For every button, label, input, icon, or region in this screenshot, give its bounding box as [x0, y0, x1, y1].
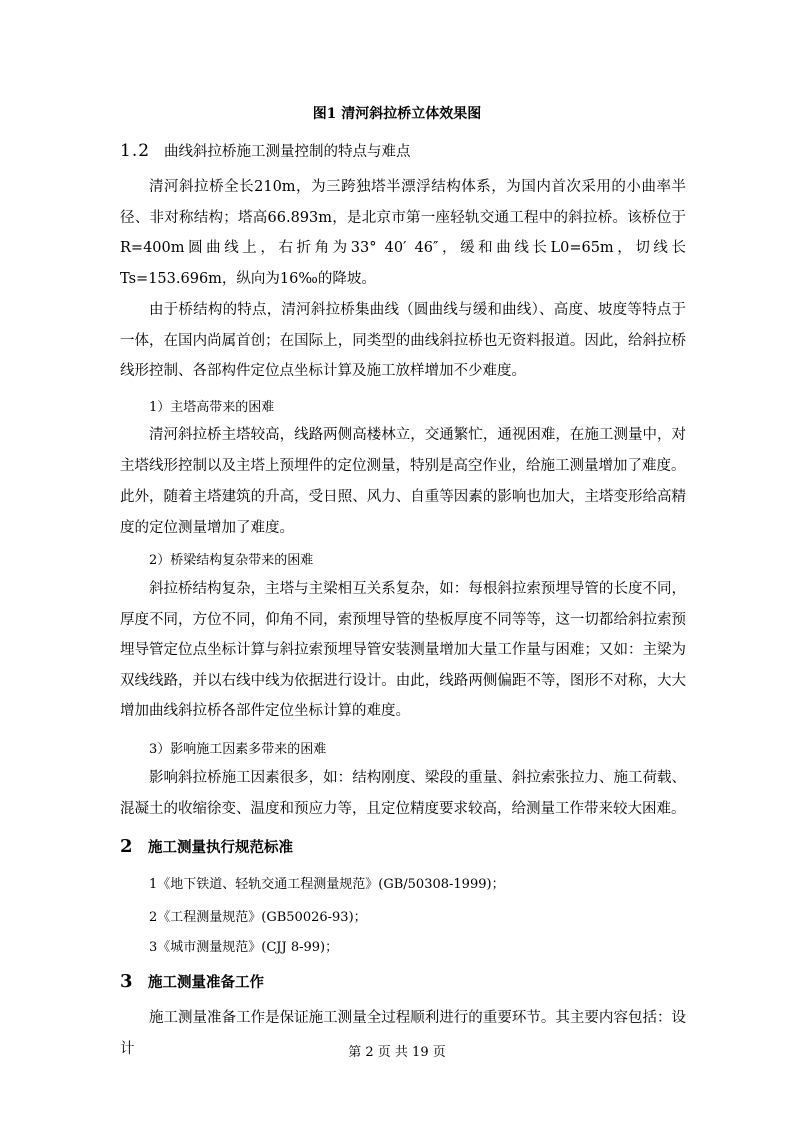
- paragraph-bridge-overview: 清河斜拉桥全长210m，为三跨独塔半漂浮结构体系，为国内首次采用的小曲率半径、非对称结构；塔高66.893m，是北京市第一座轻轨交通工程中的斜拉桥。该桥位于R=400m圆曲线上，右折角为33° 40′ 46″，缓和曲线长L0=65m，切线长Ts=153.696m，纵向为16‰的降坡。: [120, 179, 686, 287]
- section-title: 曲线斜拉桥施工测量控制的特点与难点: [164, 144, 411, 160]
- subheading-structure-complexity: 2）桥梁结构复杂带来的困难: [149, 553, 314, 568]
- section-title: 施工测量执行规范标准: [148, 839, 293, 856]
- standard-reference-item: 1《地下铁道、轻轨交通工程测量规范》(GB/50308-1999)；: [149, 877, 505, 892]
- paragraph-structure-features: 由于桥结构的特点，清河斜拉桥集曲线（圆曲线与缓和曲线）、高度、坡度等特点于一体，在国内尚属首创；在国际上，同类型的曲线斜拉桥也无资料报道。因此，给斜拉桥线形控制、各部构件定位点坐标计算及施工放样增加不少难度。: [120, 302, 686, 379]
- section-2-heading: [120, 836, 293, 857]
- page-footer: 第 2 页 共 19 页: [348, 1045, 446, 1060]
- paragraph-tower-deformation: 此外，随着主塔建筑的升高，受日照、风力、自重等因素的影响也加大，主塔变形给高精度的定位测量增加了难度。: [120, 489, 686, 536]
- subheading-tower-height: 1）主塔高带来的困难: [149, 400, 275, 415]
- paragraph-construction-factors: 影响斜拉桥施工因素很多，如：结构刚度、梁段的重量、斜拉索张拉力、施工荷载、混凝土的收缩徐变、温度和预应力等，且定位精度要求较高，给测量工作带来较大困难。: [120, 770, 686, 817]
- figure-caption: 图1 清河斜拉桥立体效果图: [312, 106, 482, 122]
- paragraph-preparation-intro: 施工测量准备工作是保证施工测量全过程顺利进行的重要环节。其主要内容包括：设计: [120, 1010, 686, 1057]
- section-number: 1.2: [120, 141, 151, 161]
- subheading-construction-factors: 3）影响施工因素多带来的困难: [149, 742, 327, 757]
- standard-reference-item: 2《工程测量规范》(GB50026-93)；: [149, 910, 367, 925]
- section-3-heading: [120, 971, 264, 992]
- standard-reference-item: 3《城市测量规范》(CJJ 8-99)；: [149, 940, 339, 955]
- paragraph-tower-difficulty: 清河斜拉桥主塔较高，线路两侧高楼林立，交通繁忙，通视困难，在施工测量中，对主塔线形控制以及主塔上预埋件的定位测量，特别是高空作业，给施工测量增加了难度。: [120, 427, 686, 474]
- section-1-2-heading: [120, 140, 411, 161]
- section-number: 2: [120, 836, 133, 857]
- paragraph-structure-difficulty: 斜拉桥结构复杂，主塔与主梁相互关系复杂，如：每根斜拉索预埋导管的长度不同，厚度不同，方位不同，仰角不同，索预埋导管的垫板厚度不同等等，这一切都给斜拉索预埋导管定位点坐标计算与斜拉索预埋导管安装测量增加大量工作量与困难；又如：主梁为双线线路，并以右线中线为依据进行设计。由此，线路两侧偏距不等，图形不对称，大大增加曲线斜拉桥各部件定位坐标计算的难度。: [120, 581, 686, 719]
- section-title: 施工测量准备工作: [148, 974, 264, 991]
- section-number: 3: [120, 971, 133, 992]
